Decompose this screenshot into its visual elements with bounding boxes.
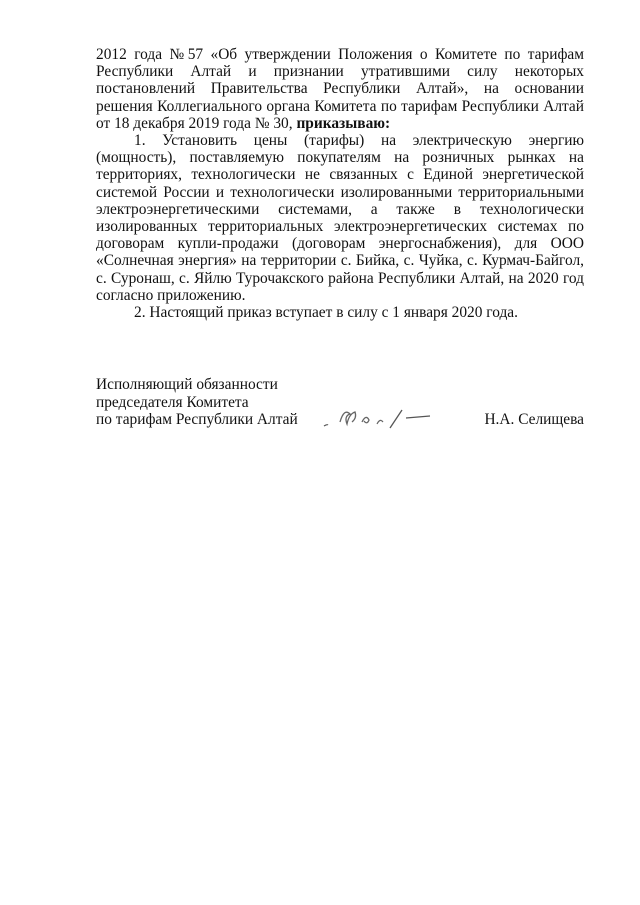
signatory-title-line-2: председателя Комитета	[96, 393, 249, 411]
order-item-1: 1. Установить цены (тарифы) на электрическую энергию (мощность), поставляемую покупателям на розничных рынках на территориях, технологически не связанных с Единой энергетической системой России и технологически изолированными территориальными электроэнергетическими системами, а также в технологически изолированных территориальных электроэнергетических системах по договорам купли-продажи (договорам энергоснабжения), для ООО «Солнечная энергия» на территории с. Бийка, с. Чуйка, с. Курмач-Байгол, с. Суронаш, с. Яйлю Турочакского района Республики Алтай, на 2020 год согласно приложению.	[96, 132, 584, 304]
signatory-title-line-1: Исполняющий обязанности	[96, 376, 278, 393]
intro-paragraph	[96, 46, 584, 132]
signatory-title-line-3: по тарифам Республики Алтай	[96, 411, 298, 429]
order-item-2: 2. Настоящий приказ вступает в силу с 1 января 2020 года.	[134, 304, 518, 322]
document-body	[96, 46, 584, 321]
order-word: приказываю:	[296, 114, 391, 132]
signature-block	[96, 376, 584, 429]
signatory-name: Н.А. Селищева	[484, 411, 584, 428]
handwritten-signature-icon	[322, 402, 442, 432]
intro-text: 2012 года №57 «Об утверждении Положения о Комитете по тарифам Республики Алтай и признании утратившими силу некоторых постановлений Правительства Республики Алтай», на основании решения Коллегиального органа Комитета по тарифам Республики Алтай от 18 декабря 2019 года № 30,	[96, 46, 584, 132]
